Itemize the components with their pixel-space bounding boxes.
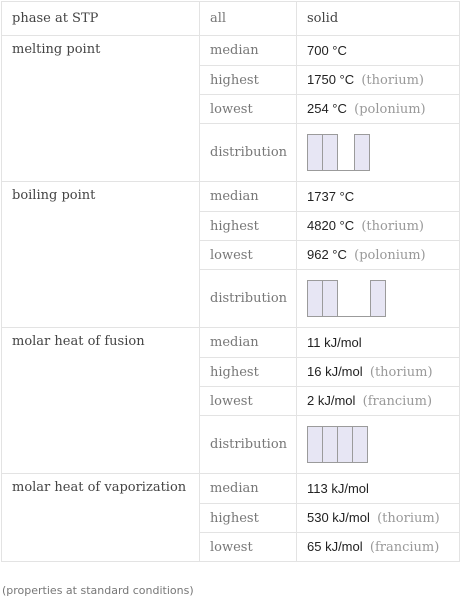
stat-label: highest (200, 358, 297, 387)
stat-label: lowest (200, 95, 297, 124)
header-all-label: all (200, 2, 297, 36)
distribution-histogram (307, 280, 386, 317)
histogram-bar (322, 134, 338, 170)
histogram-bar (307, 426, 323, 462)
property-name: molar heat of vaporization (2, 474, 200, 562)
stat-value: 254 °C (polonium) (297, 95, 460, 124)
stat-label: lowest (200, 241, 297, 270)
stat-value: 4820 °C (thorium) (297, 212, 460, 241)
distribution-histogram (307, 426, 368, 463)
property-name: molar heat of fusion (2, 328, 200, 474)
histogram-bar (322, 280, 338, 316)
stat-value: 11 kJ/mol (297, 328, 460, 358)
stat-value: 962 °C (polonium) (297, 241, 460, 270)
histogram-bar (370, 280, 386, 316)
stat-label: lowest (200, 387, 297, 416)
distribution-cell (297, 124, 460, 182)
stat-label: distribution (200, 416, 297, 474)
stat-label: distribution (200, 124, 297, 182)
stat-value: 65 kJ/mol (francium) (297, 533, 460, 562)
stat-label: highest (200, 66, 297, 95)
stat-value: 113 kJ/mol (297, 474, 460, 504)
element-note: (thorium) (361, 73, 424, 88)
stat-label: highest (200, 212, 297, 241)
stat-label: highest (200, 504, 297, 533)
element-note: (thorium) (377, 511, 440, 526)
histogram-bar (307, 134, 323, 170)
stat-label: median (200, 36, 297, 66)
histogram-bar (337, 426, 353, 462)
footer-note: (properties at standard conditions) (2, 584, 194, 597)
stat-label: distribution (200, 270, 297, 328)
stat-value: 1750 °C (thorium) (297, 66, 460, 95)
stat-value: 530 kJ/mol (thorium) (297, 504, 460, 533)
element-note: (polonium) (354, 248, 426, 263)
table-row (2, 36, 460, 66)
table-row (2, 474, 460, 504)
element-note: (francium) (369, 540, 440, 555)
stat-label: lowest (200, 533, 297, 562)
table-row (2, 182, 460, 212)
histogram-bar (322, 426, 338, 462)
stat-label: median (200, 328, 297, 358)
header-solid-label: solid (297, 2, 460, 36)
properties-table (1, 1, 460, 562)
stat-label: median (200, 182, 297, 212)
table-row (2, 328, 460, 358)
stat-label: median (200, 474, 297, 504)
histogram-bar (352, 426, 368, 462)
element-note: (thorium) (369, 365, 433, 380)
stat-value: 700 °C (297, 36, 460, 66)
element-note: (francium) (362, 394, 433, 409)
element-note: (thorium) (361, 219, 424, 234)
distribution-histogram (307, 134, 370, 171)
property-name: boiling point (2, 182, 200, 328)
stat-value: 16 kJ/mol (thorium) (297, 358, 460, 387)
histogram-bar (354, 134, 370, 170)
element-note: (polonium) (354, 102, 426, 117)
stat-value: 2 kJ/mol (francium) (297, 387, 460, 416)
header-row (2, 2, 460, 36)
property-name: melting point (2, 36, 200, 182)
header-phase-label: phase at STP (2, 2, 200, 36)
distribution-cell (297, 270, 460, 328)
properties-table-container (1, 1, 460, 562)
stat-value: 1737 °C (297, 182, 460, 212)
distribution-cell (297, 416, 460, 474)
histogram-bar (307, 280, 323, 316)
